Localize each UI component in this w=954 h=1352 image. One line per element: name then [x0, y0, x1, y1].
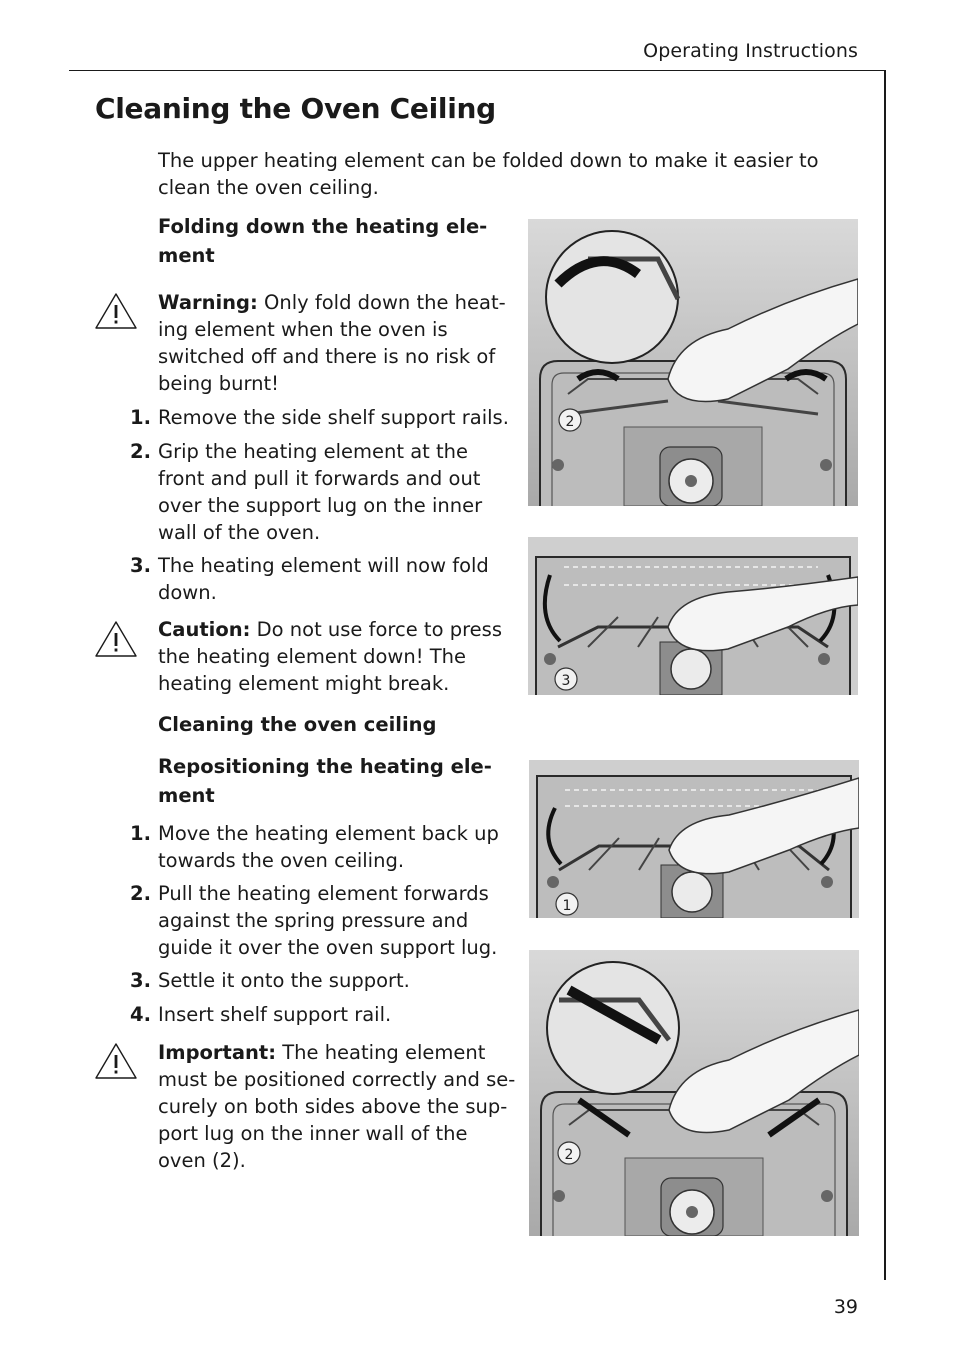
page-title: Cleaning the Oven Ceiling [95, 92, 496, 125]
running-header: Operating Instructions [643, 40, 858, 62]
folding-step-3: 3. The heating element will now fold down. [130, 554, 489, 604]
warning-triangle-icon [94, 620, 138, 658]
warning-triangle-icon [94, 1042, 138, 1080]
folding-step-2: 2. Grip the heating element at the front and pull it forwards and out over the support lug on the inner wall of the oven. [130, 440, 483, 544]
page-number: 39 [833, 1296, 858, 1318]
figure-callout: 2 [565, 414, 575, 430]
figure-fold-down-step-3 [528, 537, 858, 695]
repositioning-step-2: 2. Pull the heating element forwards against the spring pressure and guide it over the oven support lug. [130, 882, 498, 959]
figure-reposition-step-2 [529, 950, 859, 1236]
repositioning-heading: Repositioning the heating ele- ment [158, 755, 492, 807]
margin-rule [884, 70, 886, 1280]
figure-reposition-step-1 [529, 760, 859, 918]
figure-fold-down-step-2 [528, 219, 858, 506]
warning-paragraph: Warning: Only fold down the heat-ing element when the oven is switched off and there is no risk of being burnt! [158, 291, 506, 395]
folding-step-1: 1. Remove the side shelf support rails. [130, 406, 509, 429]
folding-heading: Folding down the heating ele- ment [158, 215, 488, 267]
intro-paragraph: The upper heating element can be folded down to make it easier to clean the oven ceiling. [158, 149, 819, 199]
figure-callout: 1 [562, 898, 572, 914]
repositioning-step-1: 1. Move the heating element back up towards the oven ceiling. [130, 822, 499, 872]
repositioning-step-4: 4. Insert shelf support rail. [130, 1003, 392, 1026]
important-paragraph: Important: The heating element must be positioned correctly and se-curely on both sides above the sup-port lug on the inner wall of the oven (2). [158, 1041, 516, 1172]
warning-triangle-icon [94, 292, 138, 330]
figure-callout: 2 [564, 1147, 574, 1163]
repositioning-step-3: 3. Settle it onto the support. [130, 969, 410, 992]
header-rule [69, 70, 886, 71]
caution-paragraph: Caution: Do not use force to press the heating element down! The heating element might break. [158, 618, 502, 695]
figure-callout: 3 [561, 673, 571, 689]
cleaning-heading: Cleaning the oven ceiling [158, 713, 437, 736]
